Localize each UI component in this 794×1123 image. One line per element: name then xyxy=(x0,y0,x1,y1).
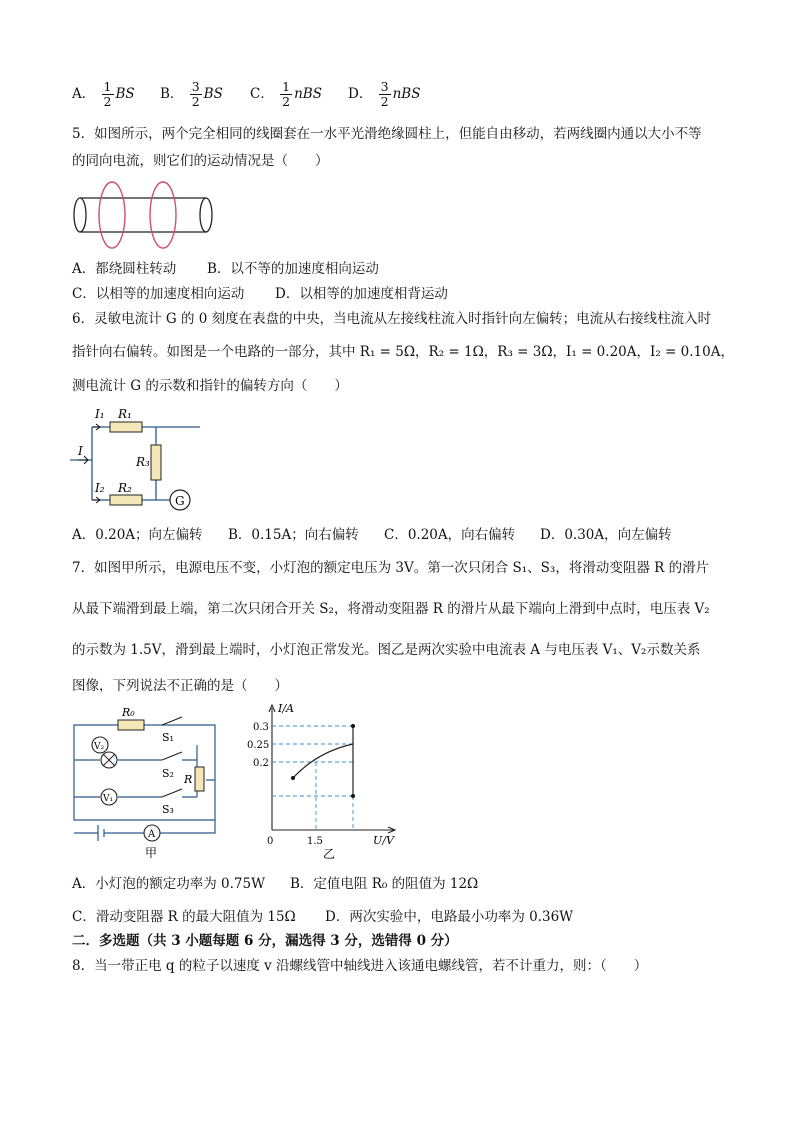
q7-option-d[interactable]: D．两次实验中，电路最小功率为 0.36W xyxy=(325,909,574,925)
q7-text-line3: 的示数为 1.5V，滑到最上端时，小灯泡正常发光。图乙是两次实验中电流表 A 与电压表 V₁、V₂示数关系 xyxy=(72,642,701,658)
q5-option-d[interactable]: D．以相等的加速度相背运动 xyxy=(275,286,448,302)
option-suffix: nBS xyxy=(392,86,421,102)
coil-right xyxy=(150,182,176,248)
option-letter: C． xyxy=(250,86,274,102)
label-a: A xyxy=(148,829,156,840)
q7-text-line2: 从最下端滑到最上端，第二次只闭合开关 S₂，将滑动变阻器 R 的滑片从最下端向上滑到中点时，电压表 V₂ xyxy=(72,601,710,617)
label-s1: S₁ xyxy=(162,731,174,744)
fraction xyxy=(102,80,114,109)
label-r1: R₁ xyxy=(118,407,132,421)
label-i2: I₂ xyxy=(95,481,105,495)
label-s2: S₂ xyxy=(162,767,174,780)
q4-option-a[interactable] xyxy=(72,80,135,109)
denominator: 2 xyxy=(103,94,112,109)
switch-s3 xyxy=(162,789,182,797)
q6-option-c[interactable]: C．0.20A，向右偏转 xyxy=(384,527,516,543)
label-r2: R₂ xyxy=(118,481,132,495)
option-suffix: BS xyxy=(115,86,135,102)
ytick-03: 0.3 xyxy=(253,722,269,733)
q6-text-line1: 6．灵敏电流计 G 的 0 刻度在表盘的中央，当电流从左接线柱流入时指针向左偏转；电流从右接线柱流入时 xyxy=(72,311,712,327)
cylinder-right-end xyxy=(200,198,212,232)
label-r0: R₀ xyxy=(122,706,135,719)
numerator: 1 xyxy=(282,79,291,94)
denominator: 2 xyxy=(282,94,291,109)
numerator: 1 xyxy=(103,79,112,94)
x-axis xyxy=(272,827,395,833)
q5-coil-cylinder-diagram xyxy=(70,180,220,252)
resistor-r2 xyxy=(110,495,142,505)
q7-option-b[interactable]: B．定值电阻 R₀ 的阻值为 12Ω xyxy=(290,876,479,892)
q6-circuit-diagram xyxy=(70,400,210,520)
option-suffix: BS xyxy=(203,86,223,102)
q4-option-b[interactable] xyxy=(160,80,223,109)
label-g: G xyxy=(175,494,185,508)
q5-option-b[interactable]: B．以不等的加速度相向运动 xyxy=(207,261,379,277)
q7-circuit-diagram-jia xyxy=(70,705,230,860)
branch-arrow-top xyxy=(92,424,100,430)
numerator: 3 xyxy=(380,79,389,94)
data-point xyxy=(351,794,355,798)
q6-option-d[interactable]: D．0.30A，向左偏转 xyxy=(540,527,672,543)
fraction xyxy=(280,80,292,109)
ytick-02: 0.2 xyxy=(253,758,269,769)
label-r3: R₃ xyxy=(136,455,150,469)
q5-text-line1: 5．如图所示，两个完全相同的线圈套在一水平光滑绝缘圆柱上，但能自由移动，若两线圈内通以大小不等 xyxy=(72,126,702,142)
option-suffix: nBS xyxy=(294,86,322,102)
fraction xyxy=(379,80,391,109)
origin: 0 xyxy=(267,836,274,847)
q7-option-c[interactable]: C．滑动变阻器 R 的最大阻值为 15Ω xyxy=(72,909,296,925)
resistor-r1 xyxy=(110,422,142,432)
branch-arrow-bottom xyxy=(92,497,100,503)
switch-s2 xyxy=(162,752,182,760)
label-v1: V₁ xyxy=(103,794,114,804)
caption-yi: 乙 xyxy=(323,847,336,861)
caption-jia: 甲 xyxy=(145,846,158,860)
data-point xyxy=(291,776,295,780)
resistor-r0 xyxy=(118,720,144,730)
q7-option-a[interactable]: A．小灯泡的额定功率为 0.75W xyxy=(72,876,265,892)
q6-option-a[interactable]: A．0.20A；向左偏转 xyxy=(72,527,203,543)
rheostat-r xyxy=(195,767,204,791)
option-letter: D． xyxy=(348,86,373,102)
cylinder-left-end xyxy=(74,198,86,232)
q6-text-line3: 测电流计 G 的示数和指针的偏转方向（ ） xyxy=(72,378,348,394)
label-v2: V₂ xyxy=(94,742,105,752)
label-i1: I₁ xyxy=(95,407,105,421)
q6-option-b[interactable]: B．0.15A；向右偏转 xyxy=(228,527,359,543)
denominator: 2 xyxy=(380,94,389,109)
q6-text-line2: 指针向右偏转。如图是一个电路的一部分，其中 R₁ = 5Ω，R₂ = 1Ω，R₃ = 3Ω，I₁ = 0.20A，I₂ = 0.10A， xyxy=(72,344,734,360)
q5-text-line2: 的同向电流，则它们的运动情况是（ ） xyxy=(72,153,329,169)
fraction xyxy=(190,80,202,109)
ytick-025: 0.25 xyxy=(247,740,270,751)
q8-text-line1: 8．当一带正电 q 的粒子以速度 v 沿螺线管中轴线进入该通电螺线管，若不计重力，则：（ ） xyxy=(72,958,648,974)
label-r: R xyxy=(184,773,193,786)
coil-left xyxy=(99,182,125,248)
option-letter: A． xyxy=(72,86,96,102)
q5-option-c[interactable]: C．以相等的加速度相向运动 xyxy=(72,286,245,302)
q4-option-c[interactable] xyxy=(250,80,322,109)
label-s3: S₃ xyxy=(162,803,174,816)
xlabel: U/V xyxy=(373,834,394,847)
label-i: I xyxy=(78,444,83,458)
dashed-guides xyxy=(272,726,353,830)
q4-option-d[interactable] xyxy=(348,80,420,109)
option-letter: B． xyxy=(160,86,184,102)
section2-title: 二．多选题（共 3 小题每题 6 分，漏选得 3 分，选错得 0 分） xyxy=(72,933,458,949)
switch-s1 xyxy=(162,717,182,725)
circuit-wires xyxy=(70,427,200,500)
data-point xyxy=(351,724,355,728)
curve-line xyxy=(293,744,353,778)
q5-option-a[interactable]: A．都绕圆柱转动 xyxy=(72,261,177,277)
numerator: 3 xyxy=(191,79,200,94)
y-axis xyxy=(269,705,275,830)
ylabel: I/A xyxy=(278,702,294,715)
q7-text-line1: 7．如图甲所示，电源电压不变，小灯泡的额定电压为 3V。第一次只闭合 S₁、S₃，将滑动变阻器 R 的滑片 xyxy=(72,560,710,576)
q7-graph-yi xyxy=(245,700,405,862)
xtick-15: 1.5 xyxy=(307,836,323,847)
q7-text-line4: 图像，下列说法不正确的是（ ） xyxy=(72,678,288,694)
resistor-r3 xyxy=(151,445,161,480)
denominator: 2 xyxy=(191,94,200,109)
